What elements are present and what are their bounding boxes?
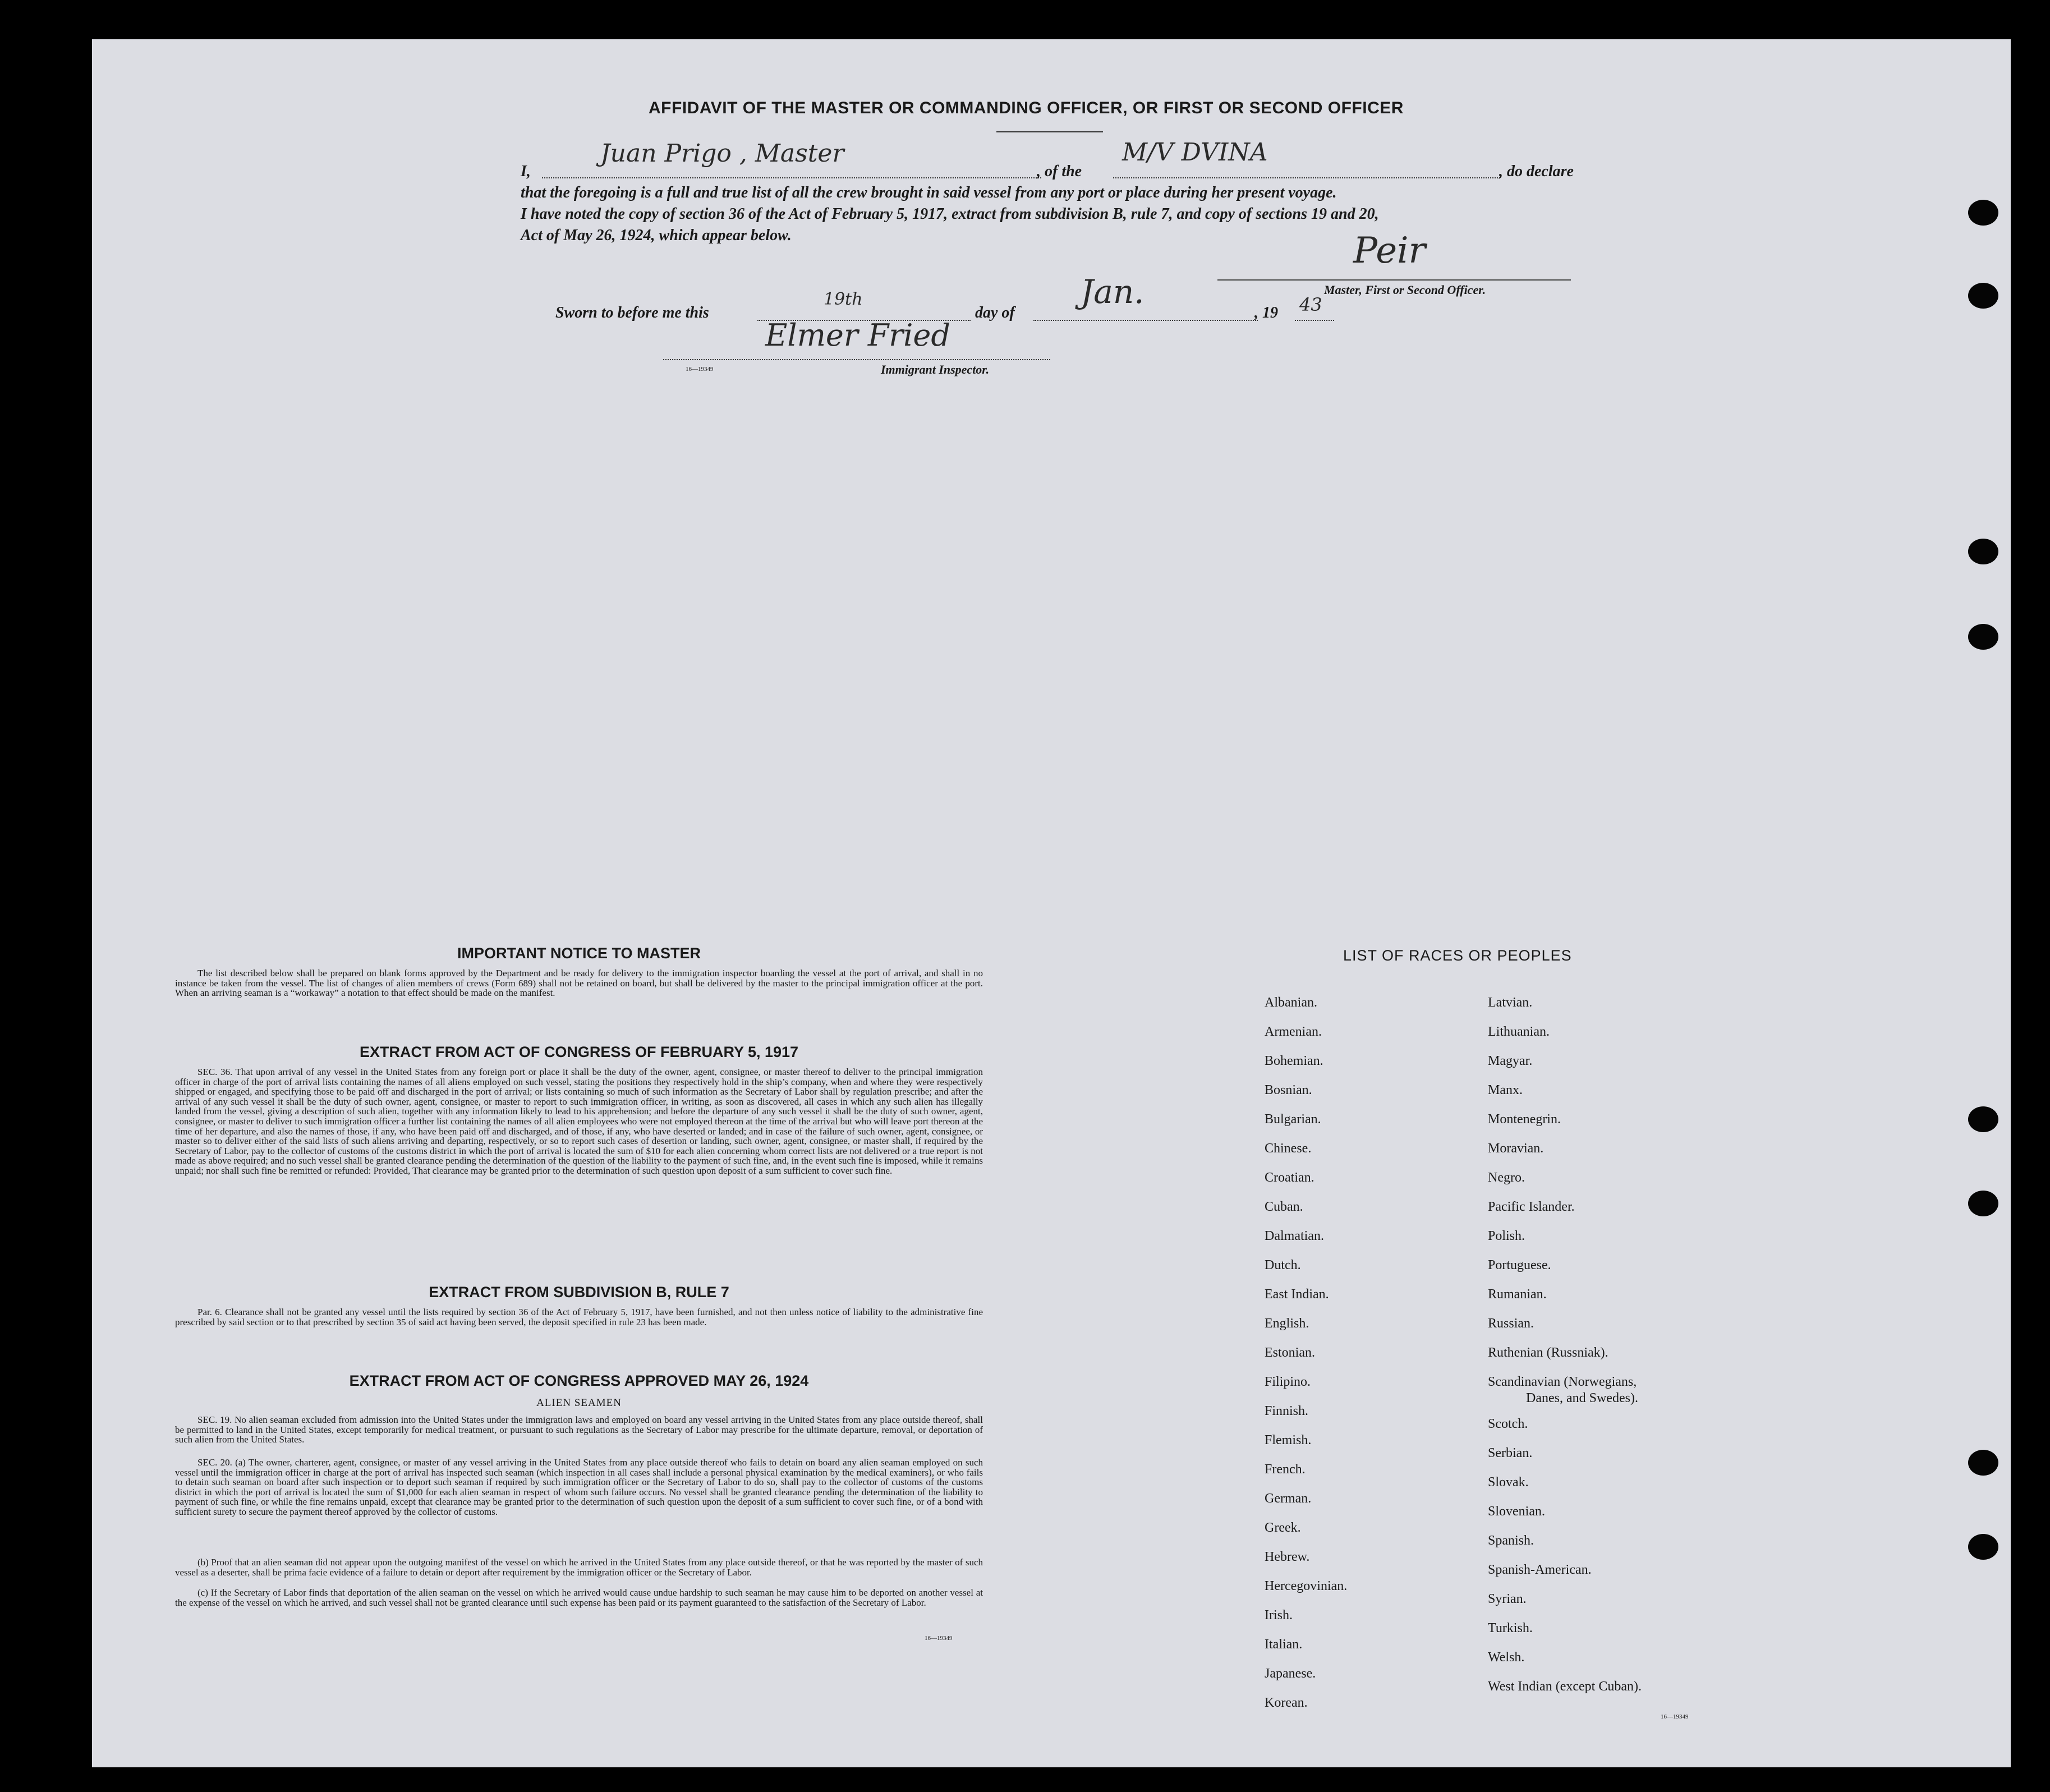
master-signature-handwritten: Peir — [1353, 230, 1426, 272]
affidavit-i-label: I, — [521, 163, 531, 180]
punch-hole — [1968, 1191, 1998, 1216]
race-item: Welsh. — [1488, 1650, 1525, 1665]
race-item: Polish. — [1488, 1229, 1525, 1243]
sec20b-text: (b) Proof that an alien seaman did not appear upon the outgoing manifest of the vessel on which he arrived in the United States from any place outside thereof, or that he was reported by the master of such vessel as a deserter, shall be prima facie evidence of a failure to detain or deport after requirement by the immigration officer or the Secretary of Labor. — [175, 1557, 983, 1578]
races-title: LIST OF RACES OR PEOPLES — [1343, 947, 1572, 964]
do-declare-label: , do declare — [1499, 163, 1574, 180]
race-item: Slovak. — [1488, 1475, 1529, 1490]
race-item: Moravian. — [1488, 1141, 1544, 1156]
race-item: Cuban. — [1265, 1200, 1303, 1214]
race-item: Dutch. — [1265, 1258, 1301, 1272]
race-item: French. — [1265, 1462, 1306, 1477]
race-item: Scandinavian (Norwegians, — [1488, 1375, 1637, 1389]
race-item: Turkish. — [1488, 1621, 1533, 1636]
notice-text: The list described below shall be prepared on blank forms approved by the Department and be ready for delivery to the immigration inspector boarding the vessel at the port of arrival, and shall in no instance be taken from the vessel. The list of changes of alien members of crews (Form 689) shall not be retained on board, but shall be delivered by the master to the principal immigration officer at the port. When an arriving seaman is a “workaway” a notation to that effect should be made on the manifest. — [175, 968, 983, 999]
race-item: German. — [1265, 1491, 1312, 1506]
inspector-signature-handwritten: Elmer Fried — [765, 318, 950, 353]
race-item: Chinese. — [1265, 1141, 1312, 1156]
form-number: 16—19349 — [925, 1635, 953, 1642]
race-item: Estonian. — [1265, 1345, 1315, 1360]
extract-1924-title: EXTRACT FROM ACT OF CONGRESS APPROVED MAY 26, 1924 — [349, 1372, 809, 1389]
vessel-field-line — [1113, 177, 1500, 178]
race-item: Magyar. — [1488, 1054, 1533, 1068]
punch-hole — [1968, 1534, 1998, 1560]
race-item: Greek. — [1265, 1520, 1301, 1535]
race-item: Latvian. — [1488, 995, 1533, 1010]
form-number: 16—19349 — [686, 366, 714, 373]
day-handwritten: 19th — [824, 290, 863, 309]
sec20a-text: SEC. 20. (a) The owner, charterer, agent, consignee, or master of any vessel arriving in the United States from any place outside thereof who fails to detain on board any alien seaman employed on such vessel until the immigration officer in charge at the port of arrival has inspected such seaman (which inspection in all cases shall include a personal physical examination by the medical examiners), or who fails to detain such seaman on board after such inspection or to deport such seaman if required by such immigration officer or the Secretary of Labor to do so, shall pay to the collector of customs of the customs district in which the port of arrival is located the sum of $1,000 for each alien seaman in respect of whom such failure occurs. No vessel shall be granted clearance pending the determination of the liability to payment of such fine, or while the fine remains unpaid, except that clearance may be granted prior to the determination of such question upon the deposit of a sum sufficient to cover such fine, or of a bond with sufficient surety to secure the payment thereof approved by the collector of customs. — [175, 1457, 983, 1517]
affidavit-title: AFFIDAVIT OF THE MASTER OR COMMANDING OFFICER, OR FIRST OR SECOND OFFICER — [649, 99, 1404, 117]
race-item: Slovenian. — [1488, 1504, 1545, 1519]
affidavit-line-3: I have noted the copy of section 36 of the Act of February 5, 1917, extract from subdivision B, rule 7, and copy of sections 19 and 20, — [521, 205, 1379, 223]
race-item: Irish. — [1265, 1608, 1293, 1623]
punch-hole — [1968, 1106, 1998, 1132]
race-item: Spanish. — [1488, 1533, 1534, 1549]
race-item: Serbian. — [1488, 1446, 1533, 1461]
punch-hole — [1968, 1450, 1998, 1476]
race-item: Montenegrin. — [1488, 1112, 1561, 1127]
sec20c-text: (c) If the Secretary of Labor finds that deportation of the alien seaman on the vessel on which he arrived would cause undue hardship to such seaman he may cause him to be deported on another vessel at the expense of the vessel on which he arrived, and such vessel shall not be granted clearance until such expense has been paid or its payment guaranteed to the satisfaction of the Secretary of Labor. — [175, 1587, 983, 1608]
inspector-caption: Immigrant Inspector. — [881, 362, 990, 376]
signature-caption: Master, First or Second Officer. — [1324, 283, 1486, 297]
race-item: Syrian. — [1488, 1592, 1527, 1607]
race-item: Danes, and Swedes). — [1526, 1390, 1638, 1405]
sec19-text: SEC. 19. No alien seaman excluded from admission into the United States under the immigration laws and employed on board any vessel arriving in the United States from any place outside thereof, shall be permitted to land in the United States, except temporarily for medical treatment, or pursuant to such regulations as the Secretary of Labor may prescribe for the ultimate departure, removal, or deportation of such alien from the United States. — [175, 1414, 983, 1445]
punch-hole — [1968, 200, 1998, 226]
race-item: Armenian. — [1265, 1024, 1322, 1039]
extract-1917-text: SEC. 36. That upon arrival of any vessel in the United States from any foreign port or place it shall be the duty of the owner, agent, consignee, or master thereof to deliver to the principal immigration officer in charge of the port of arrival lists containing the names of all aliens employed on such vessel, stating the positions they respectively hold in the ship’s company, when and where they were respectively shipped or engaged, and specifying those to be paid off and discharged in the port of arrival; or lists containing so much of such information as the Secretary of Labor shall by regulation prescribe; and after the arrival of any such vessel it shall be the duty of such owner, agent, consignee, or master to report to such immigration officer, in writing, as soon as discovered, all cases in which any such alien has illegally landed from the vessel, giving a description of such alien, together with any information likely to lead to his apprehension; and before the departure of any such vessel it shall be the duty of such owner, agent, consignee, or master to deliver to such immigration officer a further list containing the names of all alien employees who were not employed thereon at the time of the arrival but who will leave port thereon at the time of her departure, and also the names of those, if any, who have been paid off and discharged, and of those, if any, who have deserted or landed; and in case of the failure of such owner, agent, consignee, or master so to deliver either of the said lists of such aliens arriving and departing, respectively, or so to report such cases of desertion or landing, such owner, agent, consignee, or master shall, if required by the Secretary of Labor, pay to the collector of customs of the customs district in which the port of arrival is located the sum of $10 for each alien concerning whom correct lists are not delivered or a true report is not made as above required; and no such vessel shall be granted clearance pending the determination of the question of the liability to the payment of such fine, and, in the event such fine is imposed, while it remains unpaid; nor shall such fine be remitted or refunded: Provided, That clearance may be granted prior to the determination of such question upon deposit of a sum sufficient to cover such fine. — [175, 1067, 983, 1176]
race-item: Hercegovinian. — [1265, 1579, 1348, 1593]
race-item: Portuguese. — [1488, 1258, 1551, 1272]
race-item: East Indian. — [1265, 1287, 1329, 1302]
of-the-label: , of the — [1037, 163, 1082, 180]
race-item: Bohemian. — [1265, 1054, 1323, 1068]
race-item: Pacific Islander. — [1488, 1200, 1575, 1214]
race-item: Rumanian. — [1488, 1287, 1547, 1302]
extract-rule7-text: Par. 6. Clearance shall not be granted any vessel until the lists required by section 36 of the Act of February 5, 1917, have been furnished, and not then unless notice of liability to the administrative fine prescribed by said section or to that prescribed by section 35 of said act having been served, the deposit specified in rule 23 has been made. — [175, 1307, 983, 1327]
year-prefix: , 19 — [1254, 304, 1278, 321]
race-item: Japanese. — [1265, 1666, 1316, 1681]
notice-column — [175, 0, 983, 1792]
signature-line — [1217, 279, 1571, 281]
notice-title: IMPORTANT NOTICE TO MASTER — [457, 945, 701, 962]
punch-hole — [1968, 624, 1998, 650]
race-item: Bulgarian. — [1265, 1112, 1321, 1127]
race-item: Flemish. — [1265, 1433, 1312, 1448]
race-item: Filipino. — [1265, 1375, 1311, 1389]
vessel-name-handwritten: M/V DVINA — [1122, 138, 1268, 167]
race-item: Bosnian. — [1265, 1083, 1312, 1097]
race-item: English. — [1265, 1316, 1309, 1331]
extract-rule7-title: EXTRACT FROM SUBDIVISION B, RULE 7 — [429, 1284, 729, 1301]
alien-seamen-subtitle: ALIEN SEAMEN — [536, 1397, 622, 1409]
month-field-line — [1033, 320, 1258, 321]
affidavit-line-4: Act of May 26, 1924, which appear below. — [521, 227, 792, 244]
race-item: Croatian. — [1265, 1170, 1314, 1185]
race-item: Korean. — [1265, 1695, 1308, 1710]
race-item: Finnish. — [1265, 1404, 1309, 1418]
race-item: Ruthenian (Russniak). — [1488, 1345, 1608, 1360]
extract-1917-title: EXTRACT FROM ACT OF CONGRESS OF FEBRUARY 5, 1917 — [359, 1044, 799, 1060]
day-of-label: day of — [975, 304, 1015, 321]
race-item: Lithuanian. — [1488, 1024, 1550, 1039]
master-name-handwritten: Juan Prigo , Master — [600, 139, 844, 168]
year-field-line — [1295, 320, 1334, 321]
month-handwritten: Jan. — [1081, 273, 1144, 311]
affidavit-line-2: that the foregoing is a full and true list of all the crew brought in said vessel from any port or place during her present voyage. — [521, 184, 1337, 201]
divider — [996, 131, 1103, 132]
race-item: Italian. — [1265, 1637, 1303, 1652]
race-item: Albanian. — [1265, 995, 1317, 1010]
punch-hole — [1968, 539, 1998, 564]
sworn-label: Sworn to before me this — [555, 304, 709, 321]
race-item: Russian. — [1488, 1316, 1534, 1331]
race-item: Negro. — [1488, 1170, 1525, 1185]
race-item: Dalmatian. — [1265, 1229, 1324, 1243]
form-number: 16—19349 — [1661, 1713, 1689, 1720]
race-item: Scotch. — [1488, 1417, 1528, 1432]
race-item: Manx. — [1488, 1083, 1523, 1097]
race-item: Spanish-American. — [1488, 1563, 1592, 1578]
year-handwritten: 43 — [1299, 294, 1322, 315]
race-item: Hebrew. — [1265, 1550, 1310, 1564]
punch-hole — [1968, 283, 1998, 309]
race-item: West Indian (except Cuban). — [1488, 1679, 1642, 1694]
